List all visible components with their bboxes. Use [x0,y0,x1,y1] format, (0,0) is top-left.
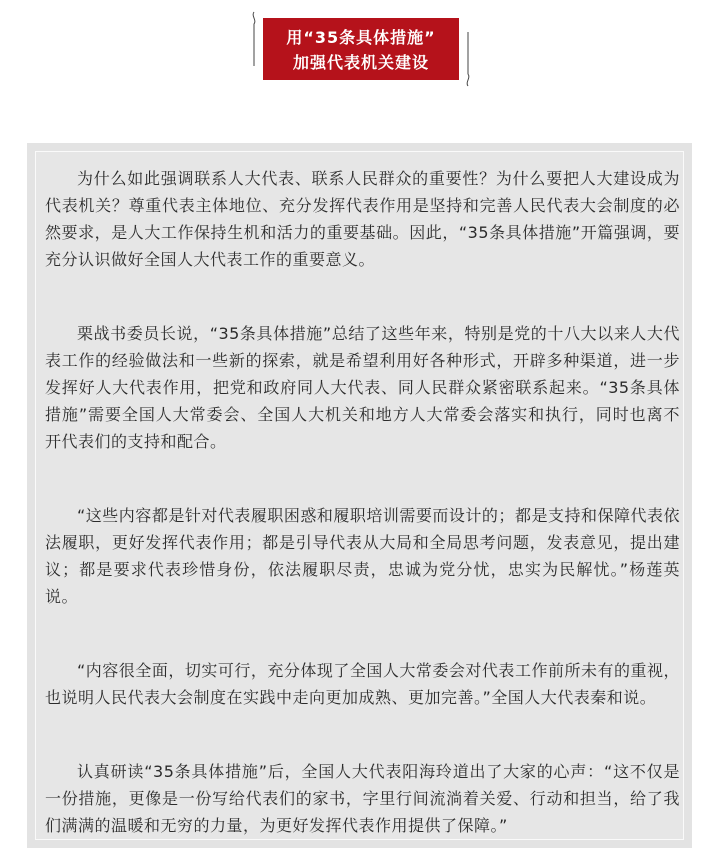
article-paragraph: 栗战书委员长说，“35条具体措施”总结了这些年来，特别是党的十八大以来人大代表工作的经验做法和一些新的探索，就是希望利用好各种形式，开辟多种渠道，进一步发挥好人大代表作用，把党和政府同人大代表、同人民群众紧密联系起来。“35条具体措施”需要全国人大常委会、全国人大机关和地方人大常委会落实和执行，同时也离不开代表们的支持和配合。 [45,324,680,451]
banner-box [263,18,459,80]
article-paragraph: “内容很全面，切实可行，充分体现了全国人大常委会对代表工作前所未有的重视，也说明人民代表大会制度在实践中走向更加成熟、更加完善。”全国人大代表秦和说。 [45,661,680,707]
corner-ornament-icon [250,10,258,66]
title-banner [250,10,472,88]
banner-title-line1: 用“35条具体措施” [286,28,436,47]
corner-ornament-icon [464,32,472,88]
article-paragraph: 为什么如此强调联系人大代表、联系人民群众的重要性？为什么要把人大建设成为代表机关？尊重代表主体地位、充分发挥代表作用是坚持和完善人民代表大会制度的必然要求，是人大工作保持生机和活力的重要基础。因此，“35条具体措施”开篇强调，要充分认识做好全国人大代表工作的重要意义。 [45,169,680,269]
article-paragraph: “这些内容都是针对代表履职困惑和履职培训需要而设计的；都是支持和保障代表依法履职，更好发挥代表作用；都是引导代表从大局和全局思考问题，发表意见，提出建议；都是要求代表珍惜身份，依法履职尽责，忠诚为党分忧，忠实为民解忧。”杨莲英说。 [45,506,680,606]
article-paragraph: 认真研读“35条具体措施”后，全国人大代表阳海玲道出了大家的心声：“这不仅是一份措施，更像是一份写给代表们的家书，字里行间流淌着关爱、行动和担当，给了我们满满的温暖和无穷的力量，为更好发挥代表作用提供了保障。” [45,762,680,835]
banner-title-line2: 加强代表机关建设 [292,53,429,72]
article-body [45,165,680,839]
